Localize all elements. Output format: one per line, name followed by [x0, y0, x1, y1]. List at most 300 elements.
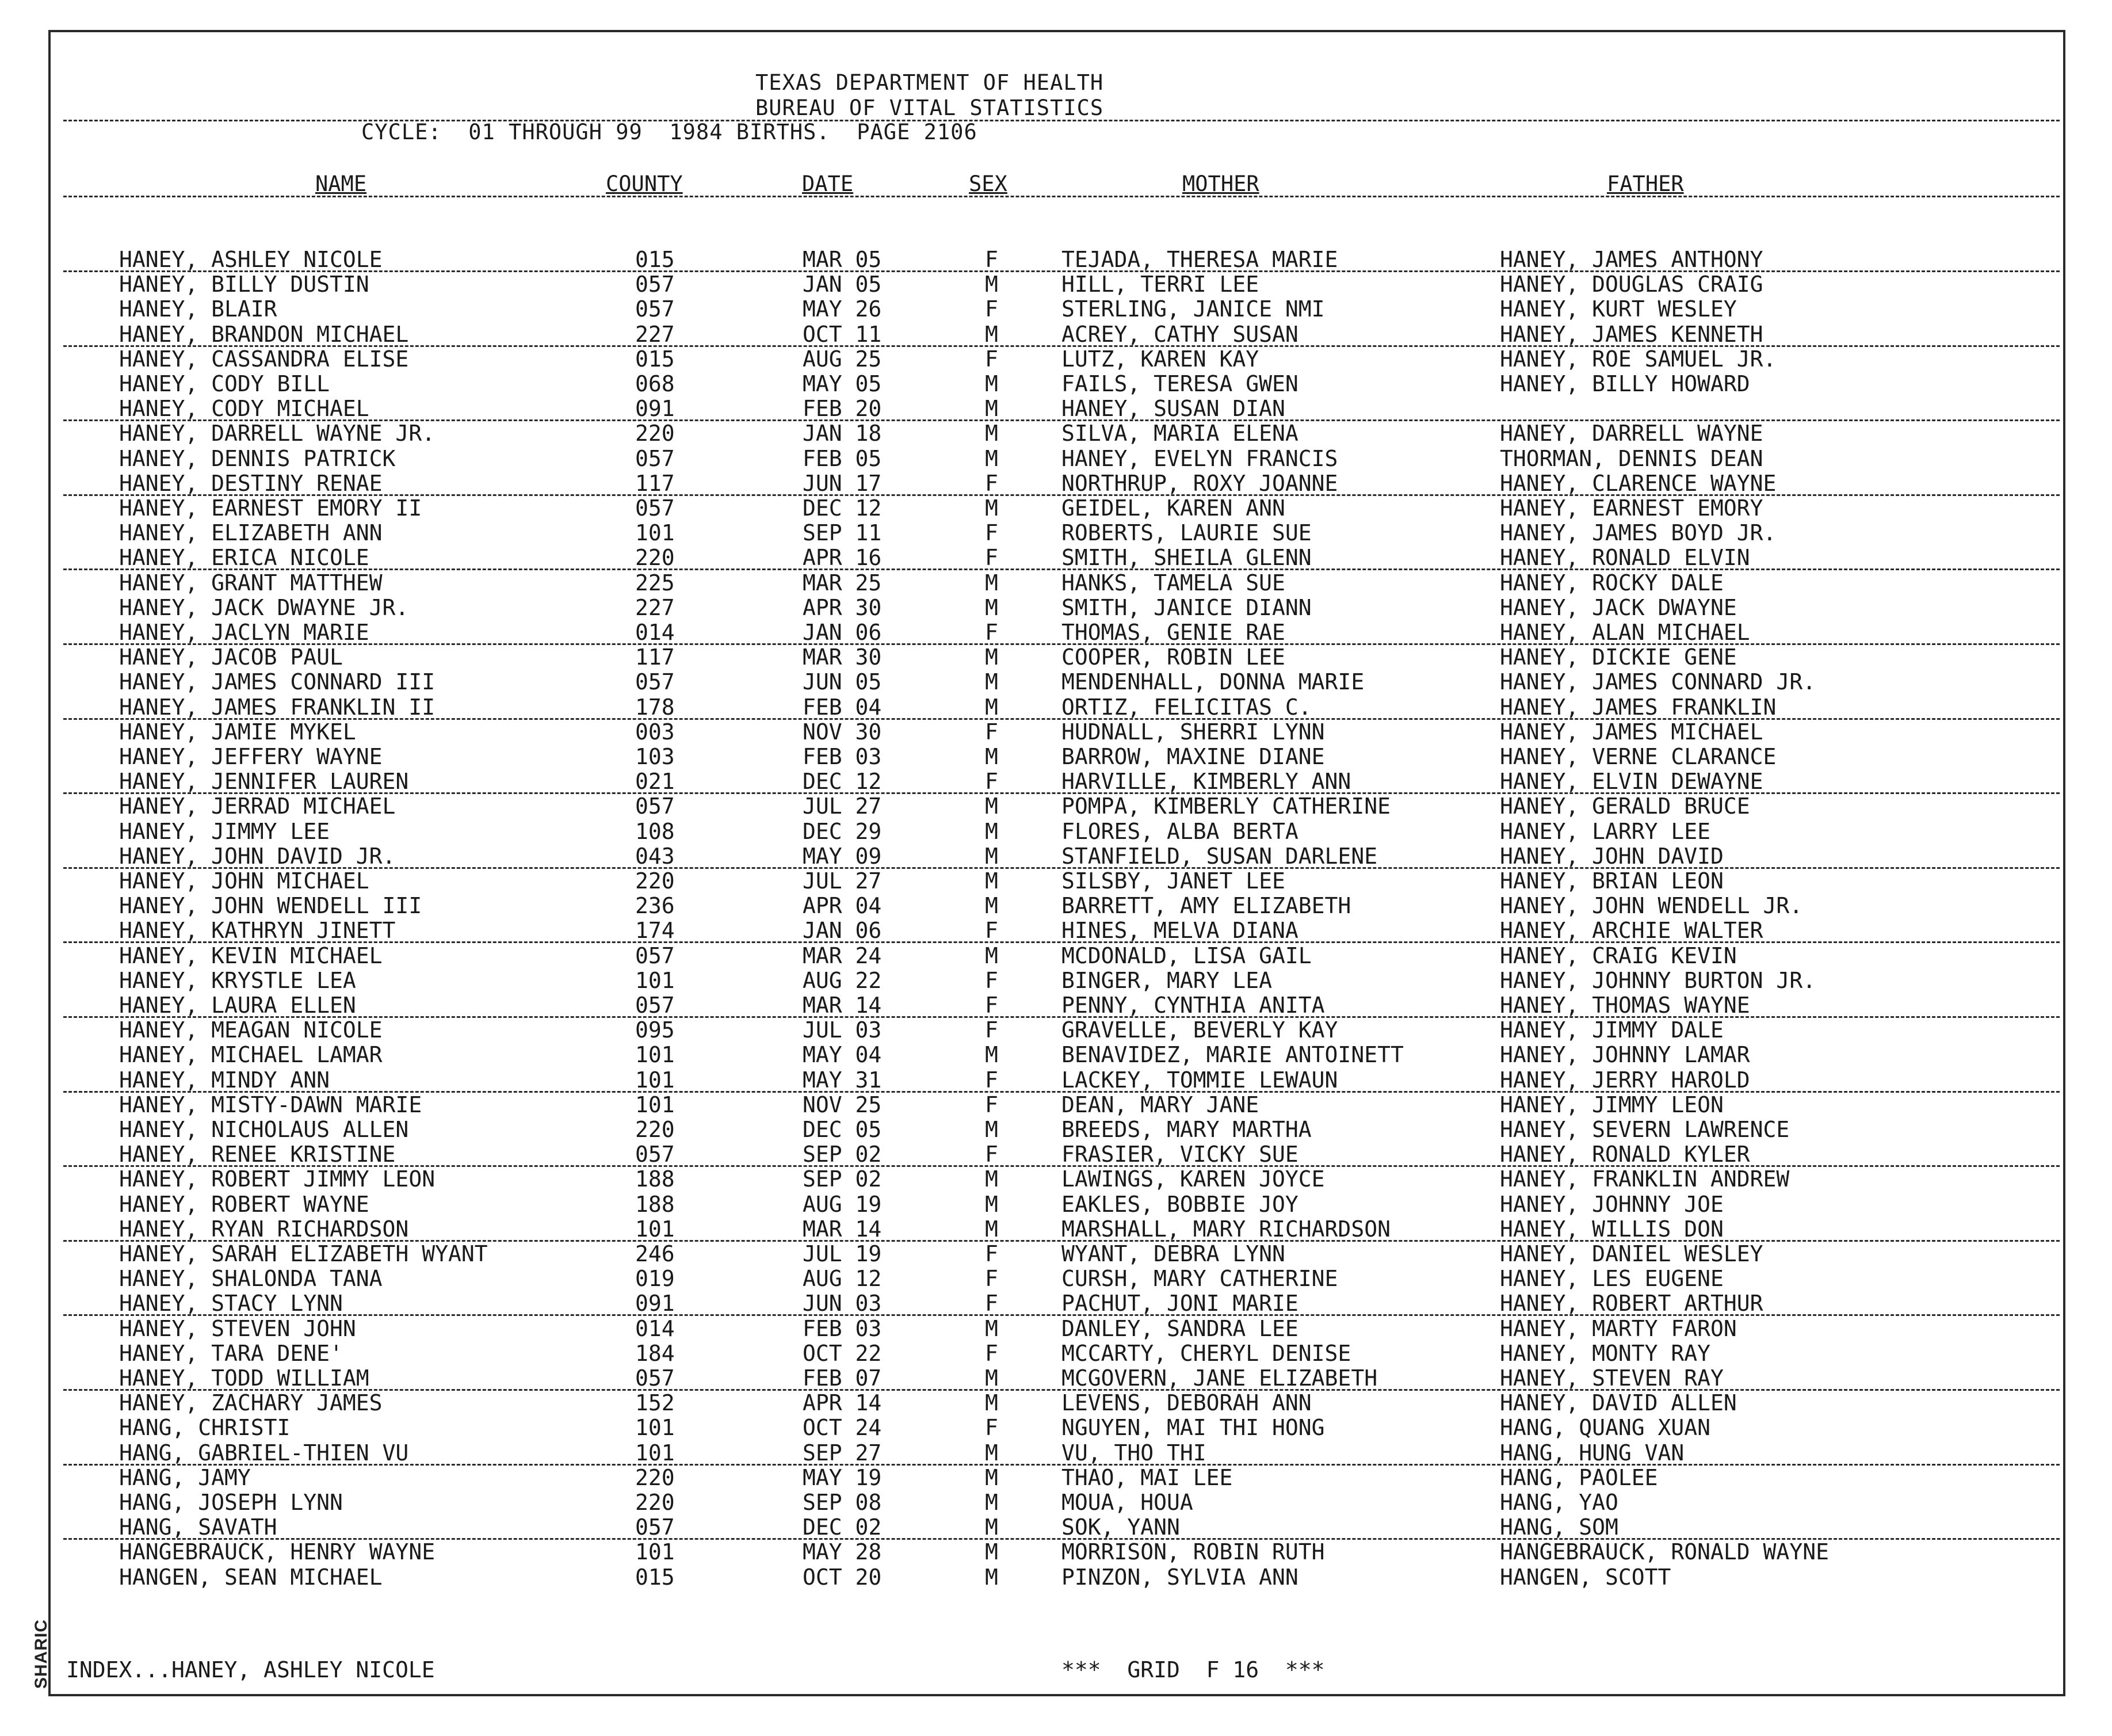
- cell-date: JUN 17: [803, 470, 882, 496]
- cell-name: HANEY, JERRAD MICHAEL: [119, 793, 396, 819]
- cell-date: JUN 05: [803, 669, 882, 695]
- cell-sex: F: [985, 1017, 998, 1043]
- cell-county: 003: [635, 719, 675, 745]
- cell-father: HANEY, JIMMY DALE: [1500, 1017, 1724, 1043]
- cell-mother: MENDENHALL, DONNA MARIE: [1061, 669, 1365, 695]
- cell-date: JAN 06: [803, 918, 882, 944]
- table-row: [0, 869, 2112, 894]
- table-row: [0, 521, 2112, 545]
- cell-mother: HILL, TERRI LEE: [1061, 272, 1259, 297]
- cell-name: HANG, JOSEPH LYNN: [119, 1490, 343, 1515]
- cell-name: HANEY, JACOB PAUL: [119, 644, 343, 670]
- cell-county: 057: [635, 943, 675, 968]
- cell-county: 068: [635, 371, 675, 396]
- cell-name: HANEY, STEVEN JOHN: [119, 1315, 356, 1341]
- cell-sex: M: [985, 868, 998, 894]
- cell-date: MAY 04: [803, 1042, 882, 1068]
- cell-name: HANEY, KRYSTLE LEA: [119, 967, 356, 993]
- cell-father: HANEY, RONALD KYLER: [1500, 1142, 1750, 1167]
- table-row: [0, 396, 2112, 421]
- cell-county: 101: [635, 1415, 675, 1441]
- cell-date: SEP 27: [803, 1440, 882, 1466]
- cell-name: HANEY, TARA DENE': [119, 1340, 343, 1366]
- cell-father: HANEY, BRIAN LEON: [1500, 868, 1724, 894]
- cell-mother: ORTIZ, FELICITAS C.: [1061, 694, 1312, 720]
- cell-sex: F: [985, 1340, 998, 1366]
- cell-date: AUG 22: [803, 967, 882, 993]
- cell-county: 057: [635, 1514, 675, 1540]
- cell-father: HANEY, ROCKY DALE: [1500, 570, 1724, 596]
- cell-sex: M: [985, 272, 998, 297]
- cell-date: FEB 07: [803, 1365, 882, 1391]
- cell-name: HANEY, RYAN RICHARDSON: [119, 1216, 409, 1242]
- table-row: [0, 1117, 2112, 1142]
- cell-mother: STERLING, JANICE NMI: [1061, 296, 1325, 322]
- cell-sex: M: [985, 1440, 998, 1466]
- cell-date: NOV 25: [803, 1092, 882, 1117]
- cell-sex: M: [985, 1042, 998, 1068]
- cell-sex: M: [985, 644, 998, 670]
- cell-sex: F: [985, 1291, 998, 1317]
- cell-date: JAN 06: [803, 620, 882, 645]
- cell-sex: M: [985, 445, 998, 471]
- cell-father: HANEY, WILLIS DON: [1500, 1216, 1724, 1242]
- cell-date: DEC 02: [803, 1514, 882, 1540]
- cell-father: HANG, PAOLEE: [1500, 1464, 1658, 1490]
- table-row: [0, 918, 2112, 943]
- cell-father: HANEY, JAMES KENNETH: [1500, 321, 1763, 347]
- cell-name: HANEY, SHALONDA TANA: [119, 1266, 383, 1292]
- cell-father: HANG, YAO: [1500, 1490, 1618, 1515]
- cell-father: HANEY, VERNE CLARANCE: [1500, 744, 1777, 769]
- cell-father: HANEY, STEVEN RAY: [1500, 1365, 1724, 1391]
- cell-date: MAY 05: [803, 371, 882, 396]
- cell-mother: BENAVIDEZ, MARIE ANTOINETT: [1061, 1042, 1404, 1068]
- cell-mother: MCCARTY, CHERYL DENISE: [1061, 1340, 1351, 1366]
- table-row: [0, 571, 2112, 596]
- cell-mother: PINZON, SYLVIA ANN: [1061, 1564, 1298, 1590]
- cell-sex: M: [985, 396, 998, 422]
- cell-date: FEB 05: [803, 445, 882, 471]
- cell-date: SEP 02: [803, 1166, 882, 1192]
- cell-sex: M: [985, 1191, 998, 1217]
- table-row: [0, 322, 2112, 347]
- table-row: [0, 695, 2112, 720]
- cell-father: HANEY, ROBERT ARTHUR: [1500, 1291, 1763, 1317]
- cell-name: HANEY, JIMMY LEE: [119, 818, 330, 844]
- cell-county: 220: [635, 545, 675, 571]
- cell-mother: BARROW, MAXINE DIANE: [1061, 744, 1325, 769]
- cell-mother: DANLEY, SANDRA LEE: [1061, 1315, 1298, 1341]
- agency-title: TEXAS DEPARTMENT OF HEALTH: [755, 70, 1104, 95]
- cell-father: HANEY, LES EUGENE: [1500, 1266, 1724, 1292]
- cell-sex: F: [985, 719, 998, 745]
- cell-sex: F: [985, 993, 998, 1018]
- table-row: [0, 496, 2112, 521]
- cell-county: 184: [635, 1340, 675, 1366]
- cell-sex: M: [985, 1315, 998, 1341]
- cell-county: 101: [635, 967, 675, 993]
- cell-mother: SILVA, MARIA ELENA: [1061, 421, 1298, 447]
- cell-county: 091: [635, 1291, 675, 1317]
- cell-date: MAY 19: [803, 1464, 882, 1490]
- cell-sex: F: [985, 769, 998, 795]
- cell-mother: HANEY, EVELYN FRANCIS: [1061, 445, 1338, 471]
- cell-date: MAR 24: [803, 943, 882, 968]
- cell-county: 101: [635, 1092, 675, 1117]
- cell-father: HANEY, ARCHIE WALTER: [1500, 918, 1763, 944]
- cell-mother: SILSBY, JANET LEE: [1061, 868, 1285, 894]
- cycle-range: 01 THROUGH 99: [468, 120, 643, 144]
- cell-father: HANEY, JAMES ANTHONY: [1500, 247, 1763, 272]
- cell-mother: PENNY, CYNTHIA ANITA: [1061, 993, 1325, 1018]
- cell-name: HANGEN, SEAN MICHAEL: [119, 1564, 383, 1590]
- cell-father: HANEY, MONTY RAY: [1500, 1340, 1711, 1366]
- cell-mother: SOK, YANN: [1061, 1514, 1180, 1540]
- cell-sex: M: [985, 1390, 998, 1416]
- cell-name: HANEY, BLAIR: [119, 296, 277, 322]
- cell-father: HANEY, JAMES FRANKLIN: [1500, 694, 1777, 720]
- cell-date: MAR 05: [803, 247, 882, 272]
- cell-father: HANEY, ALAN MICHAEL: [1500, 620, 1750, 645]
- cell-county: 057: [635, 272, 675, 297]
- cell-father: HANEY, JERRY HAROLD: [1500, 1067, 1750, 1093]
- cell-name: HANEY, ZACHARY JAMES: [119, 1390, 383, 1416]
- cell-name: HANEY, CODY BILL: [119, 371, 330, 396]
- cell-county: 057: [635, 1365, 675, 1391]
- cell-date: OCT 20: [803, 1564, 882, 1590]
- cell-county: 101: [635, 1042, 675, 1068]
- table-row: [0, 720, 2112, 745]
- table-row: [0, 769, 2112, 794]
- cell-name: HANG, JAMY: [119, 1464, 251, 1490]
- cell-date: APR 16: [803, 545, 882, 571]
- cell-date: OCT 24: [803, 1415, 882, 1441]
- cell-sex: M: [985, 1490, 998, 1515]
- cell-father: THORMAN, DENNIS DEAN: [1500, 445, 1763, 471]
- report-title: 1984 BIRTHS.: [669, 120, 830, 144]
- cell-mother: LEVENS, DEBORAH ANN: [1061, 1390, 1312, 1416]
- cell-mother: CURSH, MARY CATHERINE: [1061, 1266, 1338, 1292]
- cell-father: HANEY, LARRY LEE: [1500, 818, 1711, 844]
- cell-mother: HANEY, SUSAN DIAN: [1061, 396, 1285, 422]
- footer-grid: *** GRID F 16 ***: [1061, 1657, 1325, 1682]
- cell-mother: DEAN, MARY JANE: [1061, 1092, 1259, 1117]
- cell-county: 220: [635, 868, 675, 894]
- cell-sex: F: [985, 620, 998, 645]
- cell-father: HANG, HUNG VAN: [1500, 1440, 1685, 1466]
- cell-sex: F: [985, 967, 998, 993]
- cell-date: AUG 12: [803, 1266, 882, 1292]
- cell-mother: FRASIER, VICKY SUE: [1061, 1142, 1298, 1167]
- cell-sex: M: [985, 694, 998, 720]
- cell-date: FEB 04: [803, 694, 882, 720]
- cell-mother: TEJADA, THERESA MARIE: [1061, 247, 1338, 272]
- table-row: [0, 347, 2112, 372]
- cell-mother: LACKEY, TOMMIE LEWAUN: [1061, 1067, 1338, 1093]
- cell-mother: STANFIELD, SUSAN DARLENE: [1061, 843, 1378, 869]
- table-row: [0, 1043, 2112, 1067]
- column-header-county: COUNTY: [606, 171, 683, 196]
- cell-county: 220: [635, 421, 675, 447]
- cell-county: 101: [635, 1539, 675, 1565]
- column-header-sex: SEX: [969, 171, 1007, 196]
- cell-name: HANEY, SARAH ELIZABETH WYANT: [119, 1241, 488, 1266]
- cell-county: 152: [635, 1390, 675, 1416]
- cell-sex: F: [985, 247, 998, 272]
- cell-name: HANEY, ASHLEY NICOLE: [119, 247, 383, 272]
- cell-sex: M: [985, 1539, 998, 1565]
- table-row: [0, 545, 2112, 570]
- cell-father: HANEY, DICKIE GENE: [1500, 644, 1737, 670]
- cell-county: 101: [635, 520, 675, 546]
- cell-county: 246: [635, 1241, 675, 1266]
- cell-sex: M: [985, 943, 998, 968]
- cell-county: 057: [635, 445, 675, 471]
- cell-mother: MORRISON, ROBIN RUTH: [1061, 1539, 1325, 1565]
- cell-father: HANEY, EARNEST EMORY: [1500, 495, 1763, 521]
- table-row: [0, 794, 2112, 819]
- cell-name: HANG, GABRIEL-THIEN VU: [119, 1440, 409, 1466]
- cell-date: JUL 27: [803, 793, 882, 819]
- cell-name: HANEY, ROBERT JIMMY LEON: [119, 1166, 436, 1192]
- cell-father: HANEY, JACK DWAYNE: [1500, 594, 1737, 620]
- cell-county: 178: [635, 694, 675, 720]
- cell-mother: SMITH, SHEILA GLENN: [1061, 545, 1312, 571]
- cell-county: 091: [635, 396, 675, 422]
- cell-name: HANEY, MEAGAN NICOLE: [119, 1017, 383, 1043]
- table-row: [0, 1391, 2112, 1415]
- cell-sex: M: [985, 793, 998, 819]
- cell-county: 220: [635, 1117, 675, 1142]
- cell-date: SEP 11: [803, 520, 882, 546]
- cell-county: 019: [635, 1266, 675, 1292]
- cell-father: HANEY, DAVID ALLEN: [1500, 1390, 1737, 1416]
- cell-name: HANEY, ELIZABETH ANN: [119, 520, 383, 546]
- cell-name: HANEY, JAMIE MYKEL: [119, 719, 356, 745]
- cell-sex: F: [985, 545, 998, 571]
- cell-father: HANEY, JOHNNY BURTON JR.: [1500, 967, 1816, 993]
- cell-county: 101: [635, 1440, 675, 1466]
- table-row: [0, 993, 2112, 1018]
- table-row: [0, 1515, 2112, 1540]
- cell-name: HANEY, KEVIN MICHAEL: [119, 943, 383, 968]
- cell-sex: F: [985, 918, 998, 944]
- cell-father: HANGEN, SCOTT: [1500, 1564, 1671, 1590]
- cell-name: HANEY, MICHAEL LAMAR: [119, 1042, 383, 1068]
- cell-sex: M: [985, 744, 998, 769]
- cell-county: 101: [635, 1067, 675, 1093]
- cell-father: HANEY, JAMES MICHAEL: [1500, 719, 1763, 745]
- cell-father: HANEY, KURT WESLEY: [1500, 296, 1737, 322]
- cell-mother: MCDONALD, LISA GAIL: [1061, 943, 1312, 968]
- table-row: [0, 1242, 2112, 1266]
- cell-date: OCT 11: [803, 321, 882, 347]
- table-row: [0, 894, 2112, 918]
- cell-date: MAR 14: [803, 1216, 882, 1242]
- cell-father: HANEY, JOHN WENDELL JR.: [1500, 893, 1803, 919]
- cell-county: 220: [635, 1464, 675, 1490]
- table-row: [0, 1466, 2112, 1490]
- cell-mother: BARRETT, AMY ELIZABETH: [1061, 893, 1351, 919]
- cell-sex: M: [985, 843, 998, 869]
- cell-mother: NORTHRUP, ROXY JOANNE: [1061, 470, 1338, 496]
- table-row: [0, 1018, 2112, 1043]
- cell-name: HANEY, STACY LYNN: [119, 1291, 343, 1317]
- cell-mother: NGUYEN, MAI THI HONG: [1061, 1415, 1325, 1441]
- cell-mother: GEIDEL, KAREN ANN: [1061, 495, 1285, 521]
- cell-sex: F: [985, 1415, 998, 1441]
- table-row: [0, 1142, 2112, 1167]
- cell-father: HANEY, JAMES CONNARD JR.: [1500, 669, 1816, 695]
- cell-date: JUL 19: [803, 1241, 882, 1266]
- cell-father: HANEY, DANIEL WESLEY: [1500, 1241, 1763, 1266]
- cell-name: HANEY, JAMES CONNARD III: [119, 669, 436, 695]
- cell-father: HANEY, THOMAS WAYNE: [1500, 993, 1750, 1018]
- cell-county: 057: [635, 296, 675, 322]
- cell-mother: SMITH, JANICE DIANN: [1061, 594, 1312, 620]
- cell-father: HANEY, BILLY HOWARD: [1500, 371, 1750, 396]
- cell-name: HANEY, MISTY-DAWN MARIE: [119, 1092, 422, 1117]
- cell-sex: M: [985, 594, 998, 620]
- cell-mother: LUTZ, KAREN KAY: [1061, 346, 1259, 372]
- cell-father: HANEY, RONALD ELVIN: [1500, 545, 1750, 571]
- cell-name: HANEY, DARRELL WAYNE JR.: [119, 421, 436, 447]
- cell-name: HANEY, BRANDON MICHAEL: [119, 321, 409, 347]
- cell-name: HANEY, JEFFERY WAYNE: [119, 744, 383, 769]
- cell-county: 227: [635, 321, 675, 347]
- cell-county: 057: [635, 669, 675, 695]
- cell-sex: M: [985, 669, 998, 695]
- cell-sex: M: [985, 371, 998, 396]
- cell-county: 188: [635, 1166, 675, 1192]
- cycle-label: CYCLE:: [361, 120, 442, 144]
- cell-mother: LAWINGS, KAREN JOYCE: [1061, 1166, 1325, 1192]
- table-row: [0, 1441, 2112, 1466]
- cell-sex: F: [985, 520, 998, 546]
- cell-father: HANEY, JOHNNY JOE: [1500, 1191, 1724, 1217]
- cell-mother: FLORES, ALBA BERTA: [1061, 818, 1298, 844]
- cell-name: HANEY, LAURA ELLEN: [119, 993, 356, 1018]
- cell-father: HANEY, MARTY FARON: [1500, 1315, 1737, 1341]
- cell-sex: M: [985, 1216, 998, 1242]
- cell-father: HANG, SOM: [1500, 1514, 1618, 1540]
- cell-date: JUN 03: [803, 1291, 882, 1317]
- cell-sex: F: [985, 346, 998, 372]
- cell-father: HANEY, ELVIN DEWAYNE: [1500, 769, 1763, 795]
- cell-date: APR 30: [803, 594, 882, 620]
- table-row: [0, 1068, 2112, 1093]
- cell-sex: M: [985, 321, 998, 347]
- cell-date: JAN 05: [803, 272, 882, 297]
- cell-father: HANEY, DARRELL WAYNE: [1500, 421, 1763, 447]
- cell-name: HANEY, DENNIS PATRICK: [119, 445, 396, 471]
- cell-county: 021: [635, 769, 675, 795]
- cycle-line: [361, 120, 977, 144]
- table-row: [0, 272, 2112, 297]
- cell-county: 101: [635, 1216, 675, 1242]
- cell-mother: MOUA, HOUA: [1061, 1490, 1193, 1515]
- cell-sex: F: [985, 470, 998, 496]
- cell-father: HANEY, FRANKLIN ANDREW: [1500, 1166, 1790, 1192]
- cell-date: FEB 03: [803, 744, 882, 769]
- cell-date: MAY 28: [803, 1539, 882, 1565]
- cell-county: 015: [635, 1564, 675, 1590]
- cell-father: HANEY, DOUGLAS CRAIG: [1500, 272, 1763, 297]
- cell-name: HANEY, JAMES FRANKLIN II: [119, 694, 436, 720]
- cell-mother: COOPER, ROBIN LEE: [1061, 644, 1285, 670]
- cell-sex: M: [985, 1166, 998, 1192]
- table-row: [0, 1317, 2112, 1341]
- table-row: [0, 968, 2112, 993]
- cell-name: HANEY, KATHRYN JINETT: [119, 918, 396, 944]
- cell-mother: ACREY, CATHY SUSAN: [1061, 321, 1298, 347]
- cell-county: 015: [635, 346, 675, 372]
- cell-county: 057: [635, 793, 675, 819]
- cell-father: HANEY, JIMMY LEON: [1500, 1092, 1724, 1117]
- cell-sex: M: [985, 1365, 998, 1391]
- cell-sex: F: [985, 1092, 998, 1117]
- cell-sex: F: [985, 1266, 998, 1292]
- cell-date: SEP 08: [803, 1490, 882, 1515]
- cell-mother: HANKS, TAMELA SUE: [1061, 570, 1285, 596]
- table-row: [0, 297, 2112, 322]
- cell-mother: VU, THO THI: [1061, 1440, 1206, 1466]
- cell-mother: THOMAS, GENIE RAE: [1061, 620, 1285, 645]
- cell-sex: F: [985, 296, 998, 322]
- cell-sex: M: [985, 1514, 998, 1540]
- cell-name: HANEY, NICHOLAUS ALLEN: [119, 1117, 409, 1142]
- cell-mother: HARVILLE, KIMBERLY ANN: [1061, 769, 1351, 795]
- cell-county: 225: [635, 570, 675, 596]
- cell-sex: M: [985, 1117, 998, 1142]
- cell-name: HANEY, MINDY ANN: [119, 1067, 330, 1093]
- cell-sex: M: [985, 495, 998, 521]
- cell-name: HANEY, JOHN MICHAEL: [119, 868, 369, 894]
- cell-county: 236: [635, 893, 675, 919]
- cell-date: DEC 12: [803, 769, 882, 795]
- column-header-father: FATHER: [1607, 171, 1684, 196]
- cell-county: 108: [635, 818, 675, 844]
- cell-father: HANEY, CLARENCE WAYNE: [1500, 470, 1777, 496]
- table-row: [0, 1217, 2112, 1242]
- table-row: [0, 596, 2112, 620]
- table-row: [0, 944, 2112, 968]
- cell-county: 014: [635, 620, 675, 645]
- index-label: INDEX...: [66, 1657, 172, 1682]
- table-row: [0, 819, 2112, 844]
- cell-mother: PACHUT, JONI MARIE: [1061, 1291, 1298, 1317]
- table-row: [0, 844, 2112, 869]
- cell-date: AUG 25: [803, 346, 882, 372]
- cell-date: MAY 09: [803, 843, 882, 869]
- table-row: [0, 1490, 2112, 1515]
- microfilm-label: SHARIC: [32, 1619, 51, 1689]
- table-row: [0, 1167, 2112, 1192]
- footer-index: [66, 1657, 435, 1682]
- index-name: HANEY, ASHLEY NICOLE: [171, 1657, 435, 1682]
- cell-mother: BINGER, MARY LEA: [1061, 967, 1273, 993]
- cell-father: HANEY, JOHN DAVID: [1500, 843, 1724, 869]
- cell-date: FEB 20: [803, 396, 882, 422]
- cell-name: HANEY, JACLYN MARIE: [119, 620, 369, 645]
- cell-mother: THAO, MAI LEE: [1061, 1464, 1233, 1490]
- table-row: [0, 1291, 2112, 1316]
- cell-name: HANEY, RENEE KRISTINE: [119, 1142, 396, 1167]
- table-row: [0, 471, 2112, 496]
- cell-date: APR 04: [803, 893, 882, 919]
- cell-mother: WYANT, DEBRA LYNN: [1061, 1241, 1285, 1266]
